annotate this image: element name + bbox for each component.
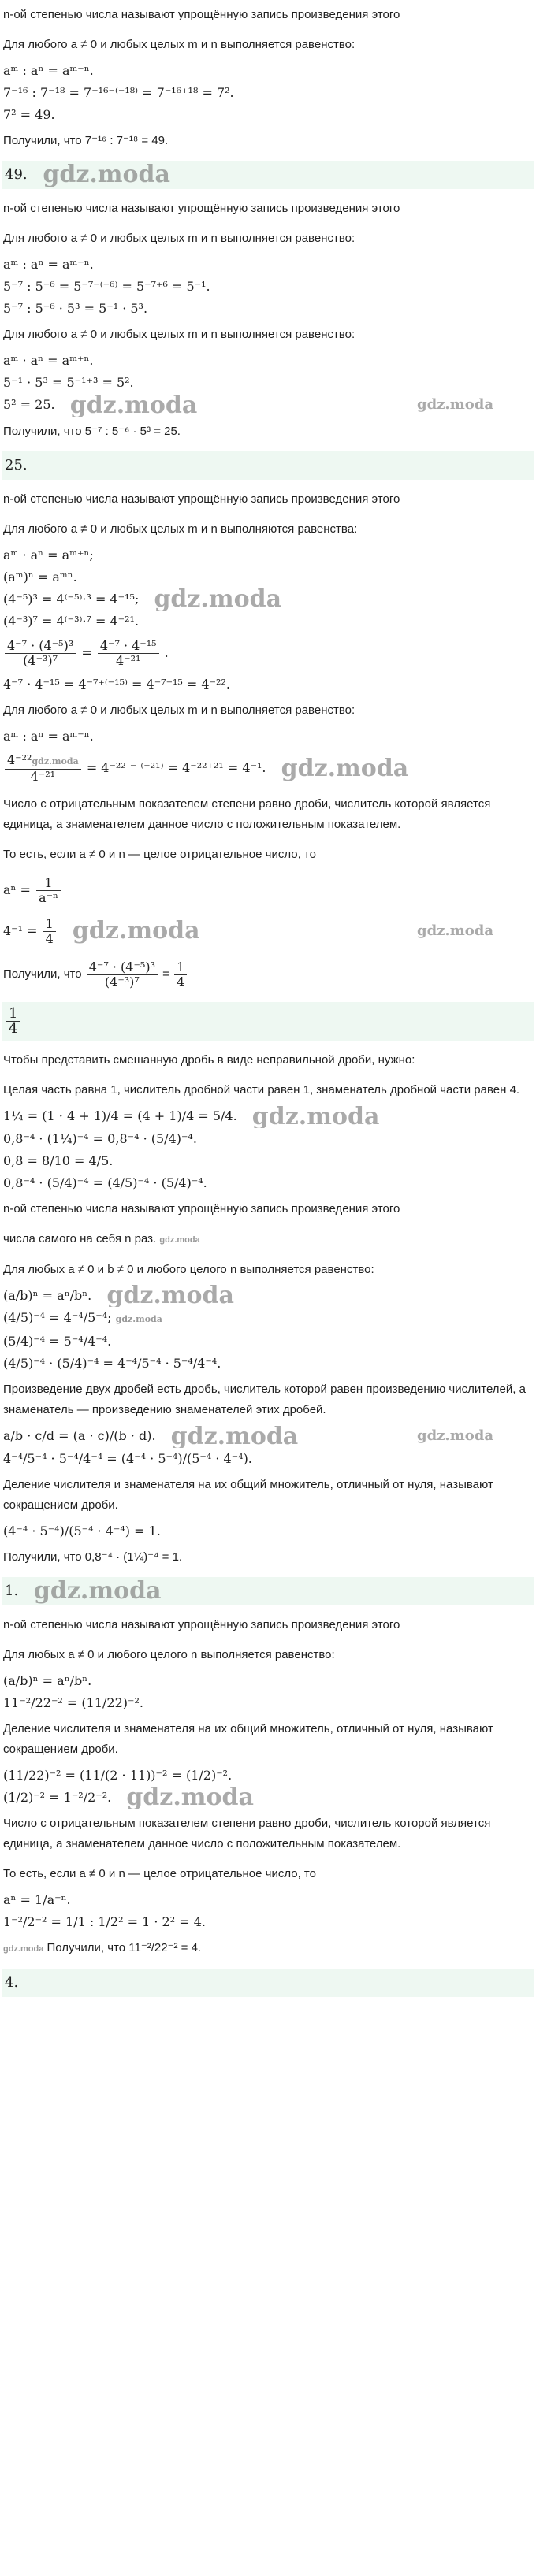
denominator: 4⁻²¹ — [30, 769, 56, 784]
formula: (aᵐ)ⁿ = aᵐⁿ. — [3, 569, 77, 585]
watermark-logo: gdz.moda — [126, 1786, 254, 1809]
answer-box — [2, 161, 534, 189]
numerator: 4⁻⁷ · 4⁻¹⁵ — [98, 639, 159, 654]
calc-step: (4⁻³)⁷ = 4⁽⁻³⁾·⁷ = 4⁻²¹. — [3, 614, 140, 629]
watermark-logo: gdz.moda — [159, 1234, 200, 1245]
answer-value: 25. — [5, 456, 28, 473]
negative-exponent-rule: Число с отрицательным показателем степени равно дроби, числитель которой является единица, а знаменателем данное число с положительным показателем. — [3, 1817, 491, 1850]
formula — [2, 1285, 534, 1308]
calc-step: 11⁻²/22⁻² = (11/22)⁻². — [3, 1694, 143, 1710]
formula: aⁿ = 1/a⁻ⁿ. — [3, 1892, 71, 1907]
numerator: 1 — [43, 917, 56, 932]
result-text — [2, 952, 534, 997]
definition-text — [2, 1224, 534, 1255]
formula: aᵐ : aⁿ = aᵐ⁻ⁿ. — [3, 63, 94, 78]
solution-block-1 — [0, 0, 536, 189]
numerator: 4⁻⁷ · (4⁻⁵)³ — [87, 960, 158, 975]
calc-rest: = 4⁻²² ⁻ ⁽⁻²¹⁾ = 4⁻²²⁺²¹ = 4⁻¹. — [86, 760, 266, 775]
rule-condition: Для любых a ≠ 0 и любого целого n выполняется равенство: — [3, 1647, 335, 1661]
result-prefix: Получили, что — [3, 967, 82, 981]
watermark-logo: gdz.moda — [43, 161, 170, 188]
formula-text: a/b · c/d = (a · c)/(b · d). — [3, 1428, 156, 1443]
calc-step: 5⁻⁷ : 5⁻⁶ · 5³ = 5⁻¹ · 5³. — [3, 301, 148, 316]
answer-box — [2, 1577, 534, 1605]
calc-step: 0,8⁻⁴ · (5/4)⁻⁴ = (4/5)⁻⁴ · (5/4)⁻⁴. — [3, 1175, 207, 1190]
reduction-rule: Деление числителя и знаменателя на их общий множитель, отличный от нуля, называют сокращением дроби. — [3, 1477, 493, 1512]
definition-text: n-ой степенью числа называют упрощённую запись произведения этого — [3, 8, 400, 21]
reduction-rule: Деление числителя и знаменателя на их общий множитель, отличный от нуля, называют сокращением дроби. — [3, 1721, 493, 1756]
solution-block-5 — [0, 1610, 536, 1998]
answer-value: 4. — [5, 1974, 19, 1991]
watermark-logo: gdz.moda — [106, 1284, 234, 1307]
rule-condition: Для любого a ≠ 0 и любых целых m и n выполняется равенство: — [3, 328, 355, 341]
calc-step-fraction — [2, 911, 534, 952]
calc-step: (4⁻⁴ · 5⁻⁴)/(5⁻⁴ · 4⁻⁴) = 1. — [3, 1523, 161, 1539]
formula-text: (a/b)ⁿ = aⁿ/bⁿ. — [3, 1287, 92, 1303]
definition-text: Целая часть равна 1, числитель дробной части равен 1, знаменатель дробной части равен 4. — [3, 1083, 520, 1097]
rule-condition: Для любого a ≠ 0 и любых целых m и n выполняется равенство: — [3, 38, 355, 51]
fraction — [5, 639, 76, 668]
watermark-logo: gdz.moda — [69, 394, 198, 417]
denominator: (4⁻³)⁷ — [104, 974, 140, 989]
fraction — [5, 753, 81, 784]
watermark-logo: gdz.moda — [3, 1944, 44, 1954]
rule-condition: То есть, если a ≠ 0 и n — целое отрицательное число, то — [3, 847, 316, 861]
calc-step — [2, 394, 534, 417]
calc-step: (11/22)⁻² = (11/(2 · 11))⁻² = (1/2)⁻². — [3, 1767, 233, 1783]
definition-text: n-ой степенью числа называют упрощённую запись произведения этого — [3, 1617, 400, 1631]
formula: aᵐ : aⁿ = aᵐ⁻ⁿ. — [3, 257, 94, 272]
calc-step — [2, 1105, 534, 1128]
rule-condition: Для любого a ≠ 0 и любых целых m и n выполняются равенства: — [3, 522, 358, 536]
fraction — [36, 876, 61, 905]
definition-text: Чтобы представить смешанную дробь в виде неправильной дроби, нужно: — [3, 1053, 415, 1067]
calc-step: 4⁻⁴/5⁻⁴ · 5⁻⁴/4⁻⁴ = (4⁻⁴ · 5⁻⁴)/(5⁻⁴ · 4⁻⁴). — [3, 1450, 252, 1466]
equals-sign: = — [162, 967, 169, 981]
answer-value: 49. — [5, 166, 28, 183]
fraction — [43, 917, 56, 946]
calc-step-text: (4/5)⁻⁴ = 4⁻⁴/5⁻⁴; — [3, 1310, 112, 1325]
definition-text: n-ой степенью числа называют упрощённую запись произведения этого — [3, 492, 400, 506]
rule-condition: Для любого a ≠ 0 и любых целых m и n выполняется равенство: — [3, 703, 355, 717]
numerator: 1 — [36, 876, 61, 891]
fraction — [98, 639, 159, 668]
answer-box — [2, 1002, 534, 1041]
watermark-logo: gdz.moda — [251, 1105, 380, 1128]
solution-block-4 — [0, 1045, 536, 1605]
numerator: 4⁻⁷ · (4⁻⁵)³ — [5, 639, 76, 654]
calc-step: 4⁻⁷ · 4⁻¹⁵ = 4⁻⁷⁺⁽⁻¹⁵⁾ = 4⁻⁷⁻¹⁵ = 4⁻²². — [3, 677, 230, 692]
result-text: Получили, что 7⁻¹⁶ : 7⁻¹⁸ = 49. — [3, 134, 169, 147]
calc-step: 0,8⁻⁴ · (1¼)⁻⁴ = 0,8⁻⁴ · (5/4)⁻⁴. — [3, 1130, 197, 1146]
calc-step: (4/5)⁻⁴ · (5/4)⁻⁴ = 4⁻⁴/5⁻⁴ · 5⁻⁴/4⁻⁴. — [3, 1356, 221, 1371]
calc-step: 7⁻¹⁶ : 7⁻¹⁸ = 7⁻¹⁶⁻⁽⁻¹⁸⁾ = 7⁻¹⁶⁺¹⁸ = 7². — [3, 85, 234, 100]
result-text — [2, 1933, 534, 1964]
watermark-logo: gdz.moda — [72, 917, 200, 945]
formula: aᵐ : aⁿ = aᵐ⁻ⁿ. — [3, 729, 94, 744]
calc-step: 0,8 = 8/10 = 4/5. — [3, 1153, 114, 1168]
watermark-logo: gdz.moda — [281, 754, 409, 782]
solution-block-2 — [0, 194, 536, 480]
result-text: Получили, что 0,8⁻⁴ · (1¼)⁻⁴ = 1. — [3, 1550, 183, 1564]
answer-fraction — [6, 1007, 20, 1036]
calc-step-text: (1/2)⁻² = 1⁻²/2⁻². — [3, 1789, 112, 1805]
formula-lhs: 4⁻¹ = — [3, 922, 38, 938]
watermark-logo: gdz.moda — [417, 1427, 493, 1444]
negative-exponent-rule: Число с отрицательным показателем степени равно дроби, числитель которой является единица, а знаменателем данное число с положительным показателем. — [3, 796, 491, 831]
calc-step: (5/4)⁻⁴ = 5⁻⁴/4⁻⁴. — [3, 1334, 112, 1349]
formula — [2, 1425, 534, 1448]
watermark-logo: gdz.moda — [170, 1425, 299, 1448]
formula-lhs: aⁿ = — [3, 882, 31, 897]
denominator: 4⁻²¹ — [115, 653, 141, 668]
answer-box — [2, 451, 534, 480]
rule-condition: Для любого a ≠ 0 и любых целых m и n выполняется равенство: — [3, 232, 355, 245]
product-rule: Произведение двух дробей есть дробь, числитель которой равен произведению числителей, а знаменатель — произведению знаменателей этих дробей. — [3, 1383, 526, 1416]
calc-step — [2, 1307, 534, 1331]
fraction — [87, 960, 158, 989]
calc-step: 1⁻²/2⁻² = 1/1 : 1/2² = 1 · 2² = 4. — [3, 1914, 206, 1929]
calc-step-fraction — [2, 633, 534, 674]
numerator-text: 4⁻²² — [7, 752, 32, 767]
calc-step-text: 1¼ = (1 · 4 + 1)/4 = (4 + 1)/4 = 5/4. — [3, 1108, 237, 1123]
definition-text-cont: числа самого на себя n раз. — [3, 1231, 157, 1245]
result-text: Получили, что 5⁻⁷ : 5⁻⁶ · 5³ = 25. — [3, 424, 181, 438]
calc-step — [2, 1787, 534, 1810]
answer-value: 1. — [5, 1582, 19, 1599]
watermark-logo: gdz.moda — [33, 1576, 162, 1605]
watermark-logo: gdz.moda — [115, 1314, 162, 1324]
watermark-logo: gdz.moda — [417, 922, 493, 939]
calc-step-text: 5² = 25. — [3, 397, 55, 412]
definition-text: n-ой степенью числа называют упрощённую запись произведения этого — [3, 1201, 400, 1216]
rule-condition: Для любых a ≠ 0 и b ≠ 0 и любого целого n выполняется равенство: — [3, 1262, 374, 1276]
denominator: a⁻ⁿ — [39, 889, 58, 905]
formula — [2, 870, 534, 911]
numerator — [5, 753, 81, 770]
numerator: 1 — [6, 1007, 20, 1022]
denominator: 4 — [177, 974, 185, 989]
rule-condition: То есть, если a ≠ 0 и n — целое отрицательное число, то — [3, 1867, 316, 1880]
watermark-logo: gdz.moda — [32, 756, 79, 766]
result-text-value: Получили, что 11⁻²/22⁻² = 4. — [47, 1941, 202, 1954]
formula: aᵐ · aⁿ = aᵐ⁺ⁿ; — [3, 547, 94, 562]
calc-step-fraction — [2, 748, 534, 789]
calc-step: 5⁻⁷ : 5⁻⁶ = 5⁻⁷⁻⁽⁻⁶⁾ = 5⁻⁷⁺⁶ = 5⁻¹. — [3, 279, 210, 294]
watermark-logo: gdz.moda — [154, 588, 282, 611]
definition-text: n-ой степенью числа называют упрощённую запись произведения этого — [3, 202, 400, 215]
equals-sign: = — [81, 645, 92, 660]
denominator: 4 — [9, 1020, 18, 1037]
calc-step: 7² = 49. — [3, 107, 55, 122]
formula: (a/b)ⁿ = aⁿ/bⁿ. — [3, 1672, 92, 1688]
denominator: (4⁻³)⁷ — [23, 653, 58, 668]
denominator: 4 — [45, 930, 54, 946]
numerator: 1 — [174, 960, 187, 975]
formula: aᵐ · aⁿ = aᵐ⁺ⁿ. — [3, 353, 94, 368]
watermark-logo: gdz.moda — [417, 396, 493, 413]
fraction — [174, 960, 187, 989]
calc-step: 5⁻¹ · 5³ = 5⁻¹⁺³ = 5². — [3, 375, 134, 390]
solution-block-3 — [0, 484, 536, 1041]
answer-box — [2, 1969, 534, 1997]
period: . — [164, 645, 169, 660]
calc-step — [2, 588, 534, 611]
calc-step-text: (4⁻⁵)³ = 4⁽⁻⁵⁾·³ = 4⁻¹⁵; — [3, 591, 140, 607]
